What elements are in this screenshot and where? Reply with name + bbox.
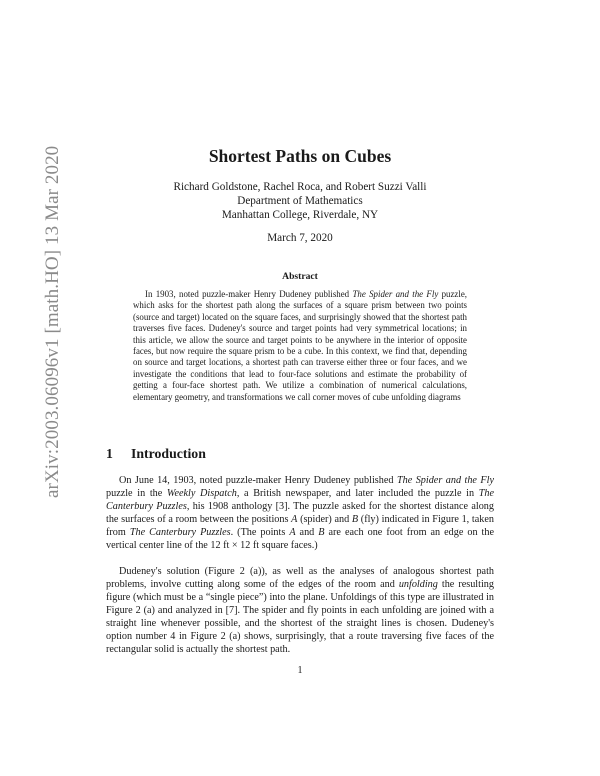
paper-title: Shortest Paths on Cubes	[208, 146, 392, 166]
section-title: Introduction	[131, 446, 206, 461]
author-list: Richard Goldstone, Rachel Roca, and Robert Suzzi Valli	[173, 181, 427, 193]
arxiv-identifier-stamp: arXiv:2003.06096v1 [math.HO] 13 Mar 2020	[42, 145, 63, 498]
abstract-text: In 1903, noted puzzle-maker Henry Dudeney published The Spider and the Fly puzzle, which asks for the shortest path along the surfaces of a square prism between two points (source and target) located on the square faces, and surprisingly showed that the shortest path traverses five faces. Dudeney's source and target points had very symmetrical locations; in this article, we allow the source and target points to be anywhere in the interior of opposite faces, but now require the square prism to be a cube. In this context, we find that, depending on source and target locations, a shortest path can traverse either three or four faces, and we investigate the conditions that lead to four-face solutions and estimate the probability of getting a four-face shortest path. We utilize a combination of numerical calculations, elementary geometry, and transformations we call corner moves of cube unfolding diagrams	[133, 289, 467, 402]
section-number: 1	[106, 446, 113, 461]
intro-paragraph-2: Dudeney's solution (Figure 2 (a)), as well as the analyses of analogous shortest path problems, involve cutting along some of the edges of the room and unfolding the resulting figure (which must be a “single piece”) into the plane. Unfoldings of this type are illustrated in Figure 2 (a) and analyzed in [7]. The spider and fly points in each unfolding are joined with a straight line whenever possible, and the shortest of the straight lines is chosen. Dudeney's option number 4 in Figure 2 (a) shows, surprisingly, that a route traversing five faces of the rectangular solid is actually the shortest path.	[106, 566, 494, 655]
page-number: 1	[297, 665, 303, 676]
intro-paragraph-1: On June 14, 1903, noted puzzle-maker Henry Dudeney published The Spider and the Fly puzzle in the Weekly Dispatch, a British newspaper, and later included the puzzle in The Canterbury Puzzles, his 1908 anthology [3]. The puzzle asked for the shortest distance along the surfaces of a room between the positions A (spider) and B (fly) indicated in Figure 1, taken from The Canterbury Puzzles. (The points A and B are each one foot from an edge on the vertical center line of the 12 ft × 12 ft square faces.)	[106, 475, 495, 551]
author-affiliation: Manhattan College, Riverdale, NY	[221, 209, 379, 221]
abstract-heading: Abstract	[282, 271, 318, 282]
paper-date: March 7, 2020	[267, 232, 333, 244]
author-department: Department of Mathematics	[237, 195, 363, 207]
section-heading-introduction	[106, 446, 206, 462]
